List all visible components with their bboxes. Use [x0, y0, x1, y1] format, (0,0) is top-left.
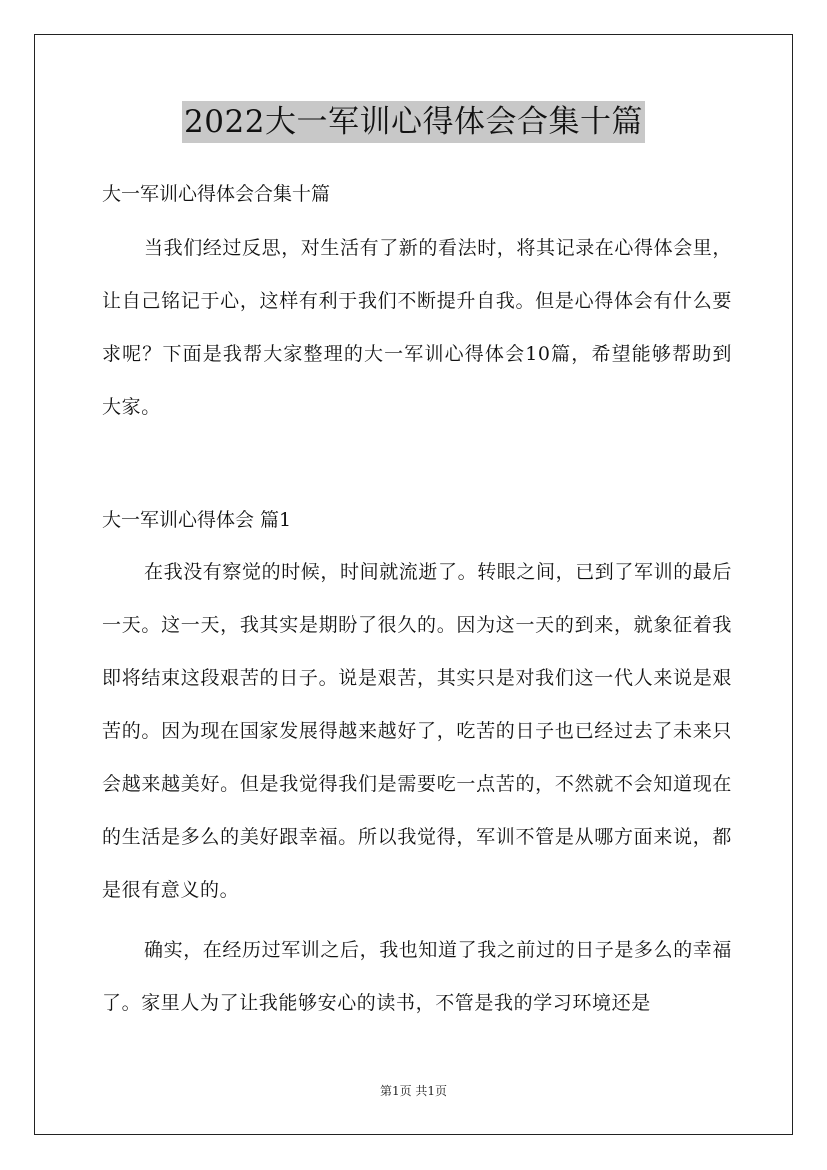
- document-subtitle: 大一军训心得体会合集十篇: [102, 183, 331, 205]
- section-heading: 大一军训心得体会 篇1: [102, 509, 292, 531]
- body-paragraph-2: 确实，在经历过军训之后，我也知道了我之前过的日子是多么的幸福了。家里人为了让我能够安心的读书，不管是我的学习环境还是: [102, 939, 733, 1014]
- page-footer: 第1页 共1页: [379, 1084, 448, 1098]
- intro-paragraph: 当我们经过反思，对生活有了新的看法时，将其记录在心得体会里，让自己铭记于心，这样有利于我们不断提升自我。但是心得体会有什么要求呢？下面是我帮大家整理的大一军训心得体会10篇，希望能够帮助到大家。: [102, 237, 733, 418]
- title-container: [0, 101, 827, 143]
- body-paragraph-1: 在我没有察觉的时候，时间就流逝了。转眼之间，已到了军训的最后一天。这一天，我其实是期盼了很久的。因为这一天的到来，就象征着我即将结束这段艰苦的日子。说是艰苦，其实只是对我们这一代人来说是艰苦的。因为现在国家发展得越来越好了，吃苦的日子也已经过去了未来只会越来越美好。但是我觉得我们是需要吃一点苦的，不然就不会知道现在的生活是多么的美好跟幸福。所以我觉得，军训不管是从哪方面来说，都是很有意义的。: [102, 561, 733, 901]
- document-title: 2022大一军训心得体会合集十篇: [182, 101, 645, 143]
